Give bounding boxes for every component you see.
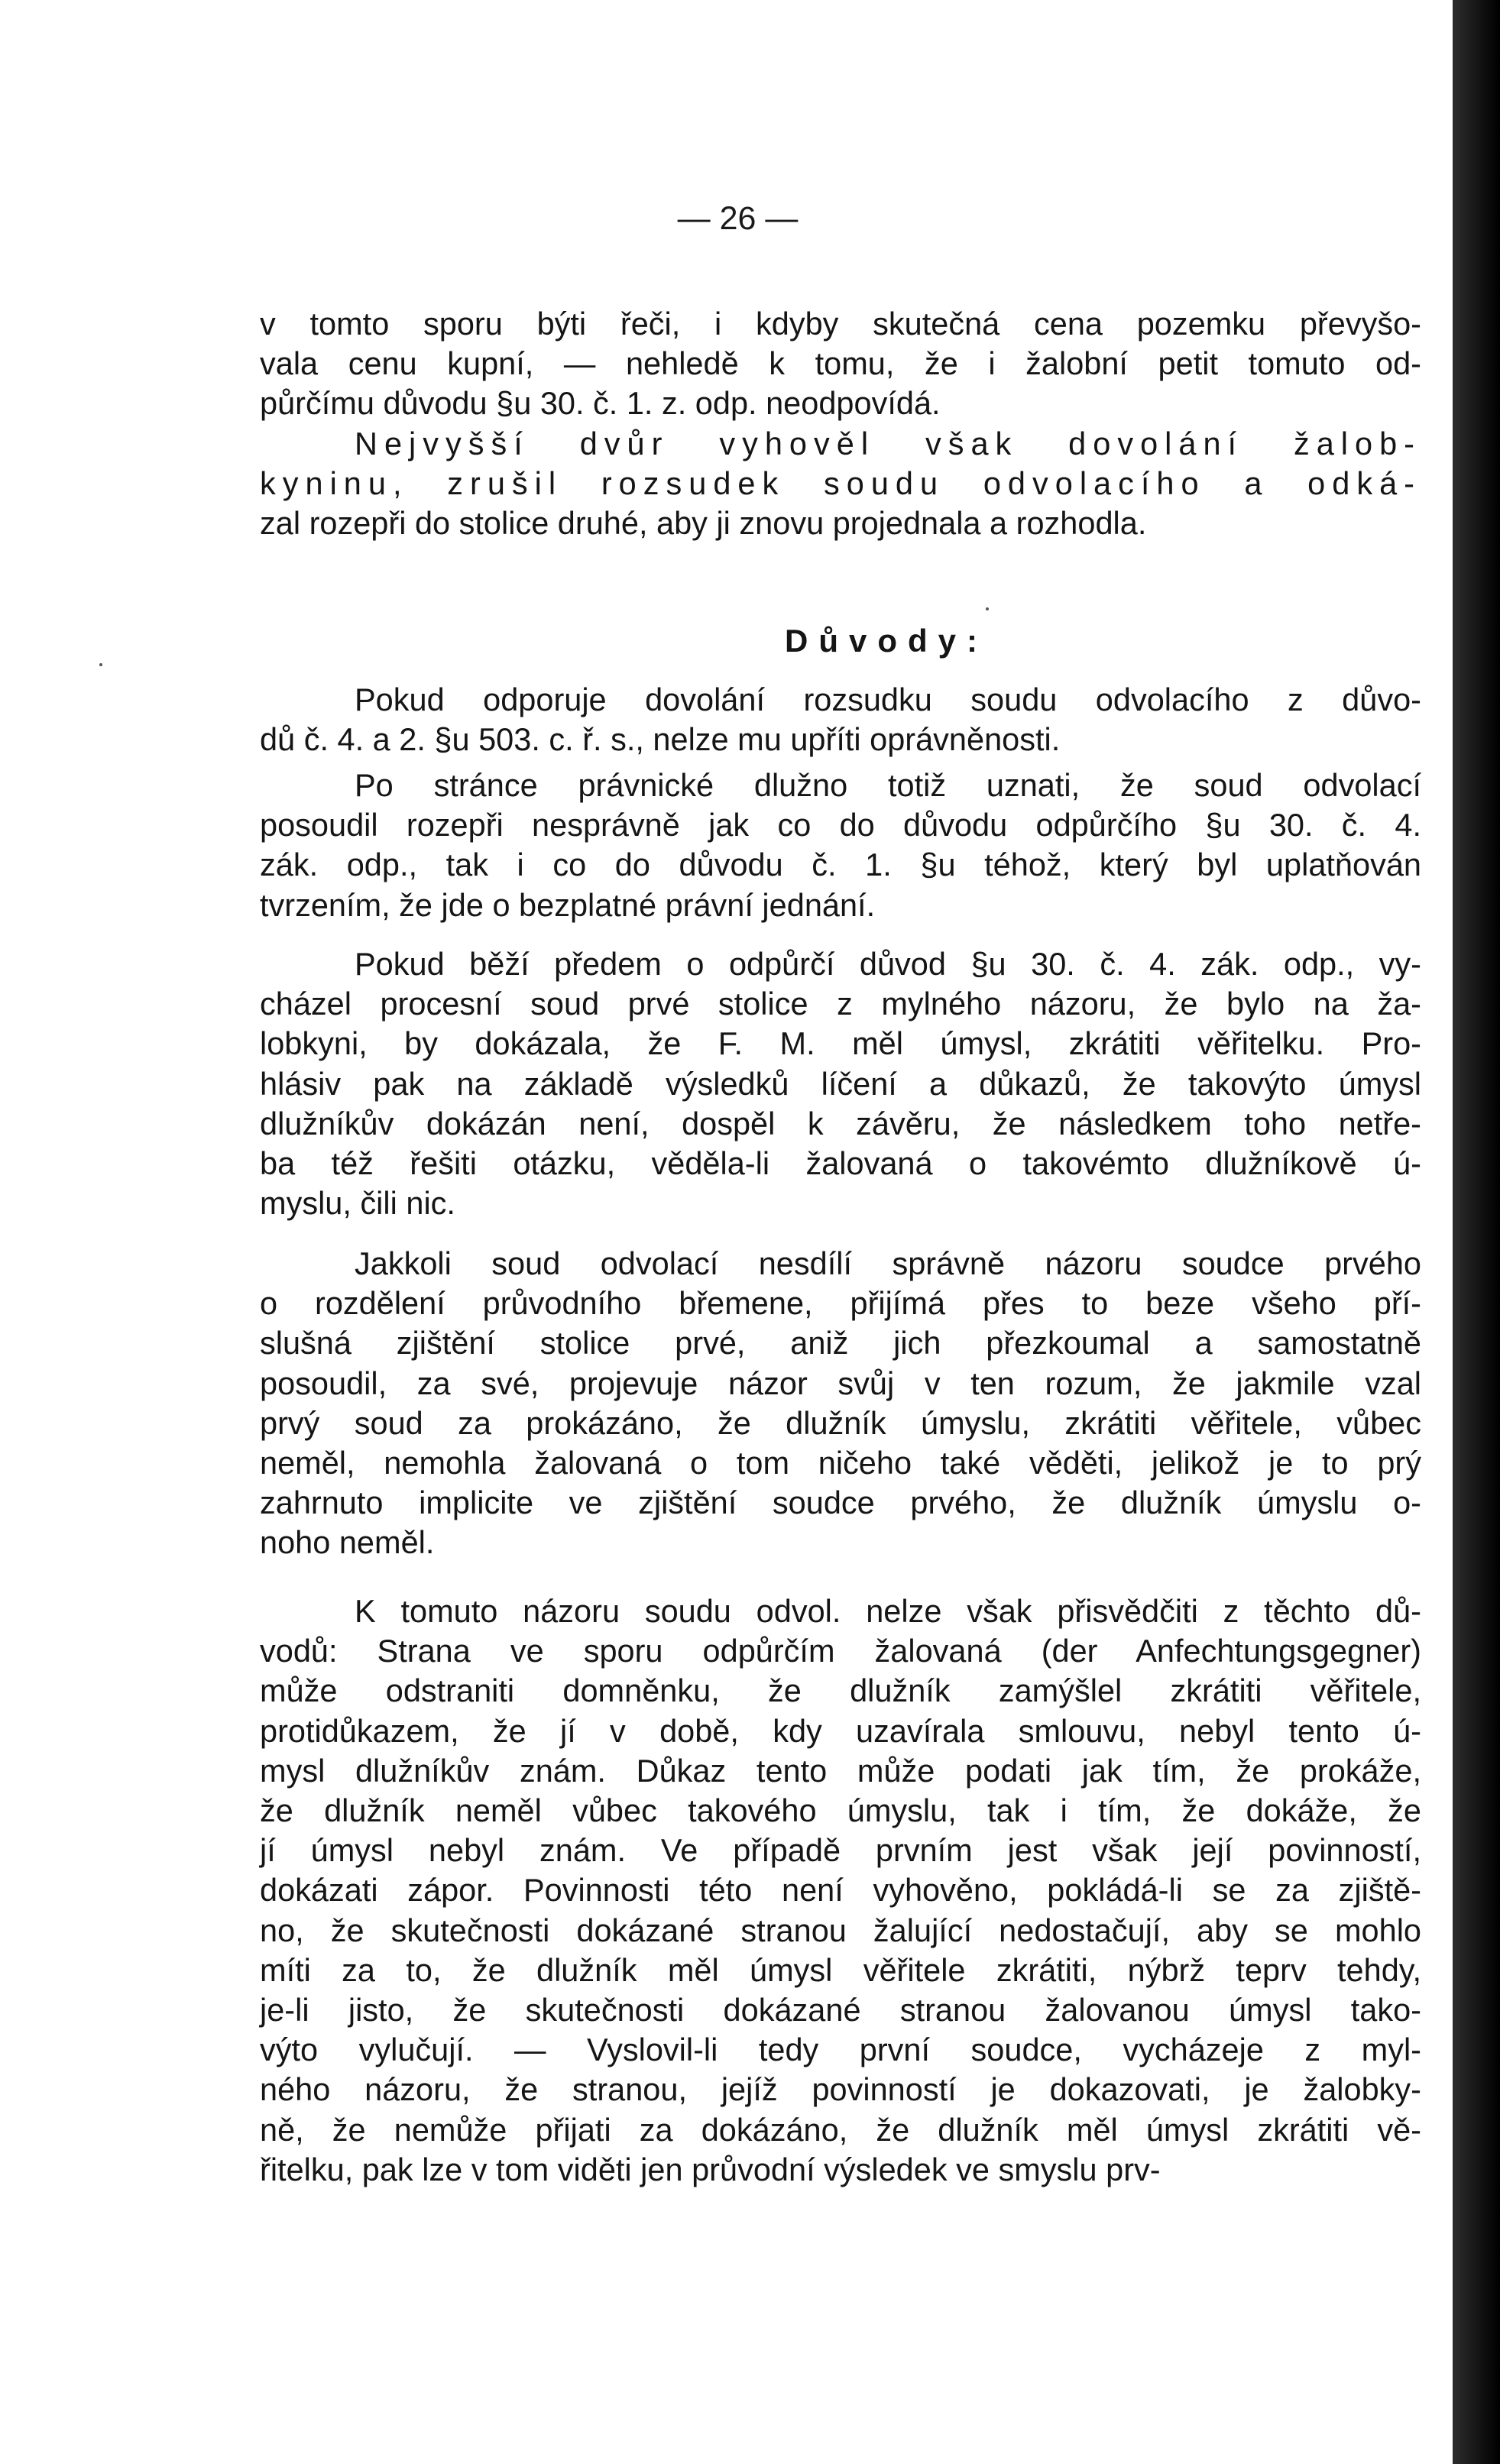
text-line: míti za to, že dlužník měl úmysl věřitele zkrátiti, nýbrž teprv tehdy, [260,1951,1421,1988]
text-line: cházel procesní soud prvé stolice z mylného názoru, že bylo na ža- [260,986,1421,1022]
text-line: řitelku, pak lze v tom viděti jen průvodní výsledek ve smyslu prv- [260,2151,1161,2187]
text-line: je-li jisto, že skutečnosti dokázané stranou žalovanou úmysl tako- [260,1992,1421,2029]
text-line: dů č. 4. a 2. §u 503. c. ř. s., nelze mu upříti oprávněnosti. [260,721,1061,758]
text-line: vodů: Strana ve sporu odpůrčím žalovaná (der Anfechtungsgegner) [260,1633,1421,1669]
text-line: lobkyni, by dokázala, že F. M. měl úmysl, zkrátiti věřitelku. Pro- [260,1025,1421,1062]
print-speck [986,607,989,610]
text-line: o rozdělení průvodního břemene, přijímá přes to beze všeho pří- [260,1285,1421,1322]
text-line: dlužníkův dokázán není, dospěl k závěru, že následkem toho netře- [260,1105,1421,1141]
text-line: posoudil rozepři nesprávně jak co do důvodu odpůrčího §u 30. č. 4. [260,807,1421,843]
text-line: Jakkoli soud odvolací nesdílí správně názoru soudce prvého [355,1245,1421,1281]
text-line: neměl, nemohla žalovaná o tom ničeho také věděti, jelikož je to prý [260,1445,1421,1481]
text-line: Pokud odporuje dovolání rozsudku soudu odvolacího z důvo- [355,682,1421,717]
text-line: jí úmysl nebyl znám. Ve případě prvním jest však její povinností, [260,1832,1421,1869]
text-line: Nejvyšší dvůr vyhověl však dovolání žalob- [355,426,1421,461]
text-line: posoudil, za své, projevuje názor svůj v ten rozum, že jakmile vzal [260,1365,1421,1401]
text-line: tvrzením, že jde o bezplatné právní jednání. [260,886,876,923]
print-speck [99,663,102,666]
text-line: zák. odp., tak i co do důvodu č. 1. §u téhož, který byl uplatňován [260,847,1421,883]
text-line: K tomuto názoru soudu odvol. nelze však přisvědčiti z těchto dů- [355,1593,1421,1629]
text-line: no, že skutečnosti dokázané stranou žalující nedostačují, aby se mohlo [260,1912,1421,1948]
section-heading: Důvody: [785,623,988,659]
paragraph-intro [260,304,1421,424]
text-line: může odstraniti domněnku, že dlužník zamýšlel zkrátiti věřitele, [260,1672,1421,1709]
paragraph-reasons-5 [260,1591,1421,2190]
text-line: noho neměl. [260,1524,435,1561]
page-number: — 26 — [677,200,799,237]
text-line: Pokud běží předem o odpůrčí důvod §u 30. č. 4. zák. odp., vy- [355,946,1421,982]
text-line: zal rozepři do stolice druhé, aby ji znovu projednala a rozhodla. [260,505,1147,542]
text-line: ba též řešiti otázku, věděla-li žalovaná o takovémto dlužníkově ú- [260,1145,1421,1182]
text-line: myslu, čili nic. [260,1185,455,1222]
text-line: protidůkazem, že jí v době, kdy uzavírala smlouvu, nebyl tento ú- [260,1712,1421,1749]
text-line: ného názoru, že stranou, jejíž povinností je dokazovati, je žalobky- [260,2071,1421,2108]
text-line: hlásiv pak na základě výsledků líčení a důkazů, že takovýto úmysl [260,1065,1421,1102]
text-line: v tomto sporu býti řeči, i kdyby skutečná cena pozemku převyšo- [260,306,1421,342]
paragraph-reasons-3 [260,944,1421,1223]
text-line: ně, že nemůže přijati za dokázáno, že dlužník měl úmysl zkrátiti vě- [260,2111,1421,2148]
paragraph-reasons-2 [260,766,1421,925]
text-line: půrčímu důvodu §u 30. č. 1. z. odp. neodpovídá. [260,385,941,422]
page-edge-shadow [1456,0,1500,2464]
text-line: zahrnuto implicite ve zjištění soudce prvého, že dlužník úmyslu o- [260,1485,1421,1521]
text-line: kyninu, zrušil rozsudek soudu odvolacího a odká- [260,465,1421,502]
text-line: mysl dlužníkův znám. Důkaz tento může podati jak tím, že prokáže, [260,1752,1421,1789]
text-line: slušná zjištění stolice prvé, aniž jich přezkoumal a samostatně [260,1325,1421,1362]
text-line: vala cenu kupní, — nehledě k tomu, že i žalobní petit tomuto od- [260,345,1421,382]
text-line: výto vylučují. — Vyslovil-li tedy první soudce, vycházeje z myl- [260,2032,1421,2068]
text-line: že dlužník neměl vůbec takového úmyslu, tak i tím, že dokáže, že [260,1792,1421,1829]
text-line: dokázati zápor. Povinnosti této není vyhověno, pokládá-li se za zjiště- [260,1872,1421,1909]
paragraph-verdict [260,424,1421,544]
text-line: Po stránce právnické dlužno totiž uznati, že soud odvolací [355,767,1421,803]
paragraph-reasons-1 [260,680,1421,759]
paragraph-reasons-4 [260,1244,1421,1563]
text-line: prvý soud za prokázáno, že dlužník úmyslu, zkrátiti věřitele, vůbec [260,1404,1421,1441]
